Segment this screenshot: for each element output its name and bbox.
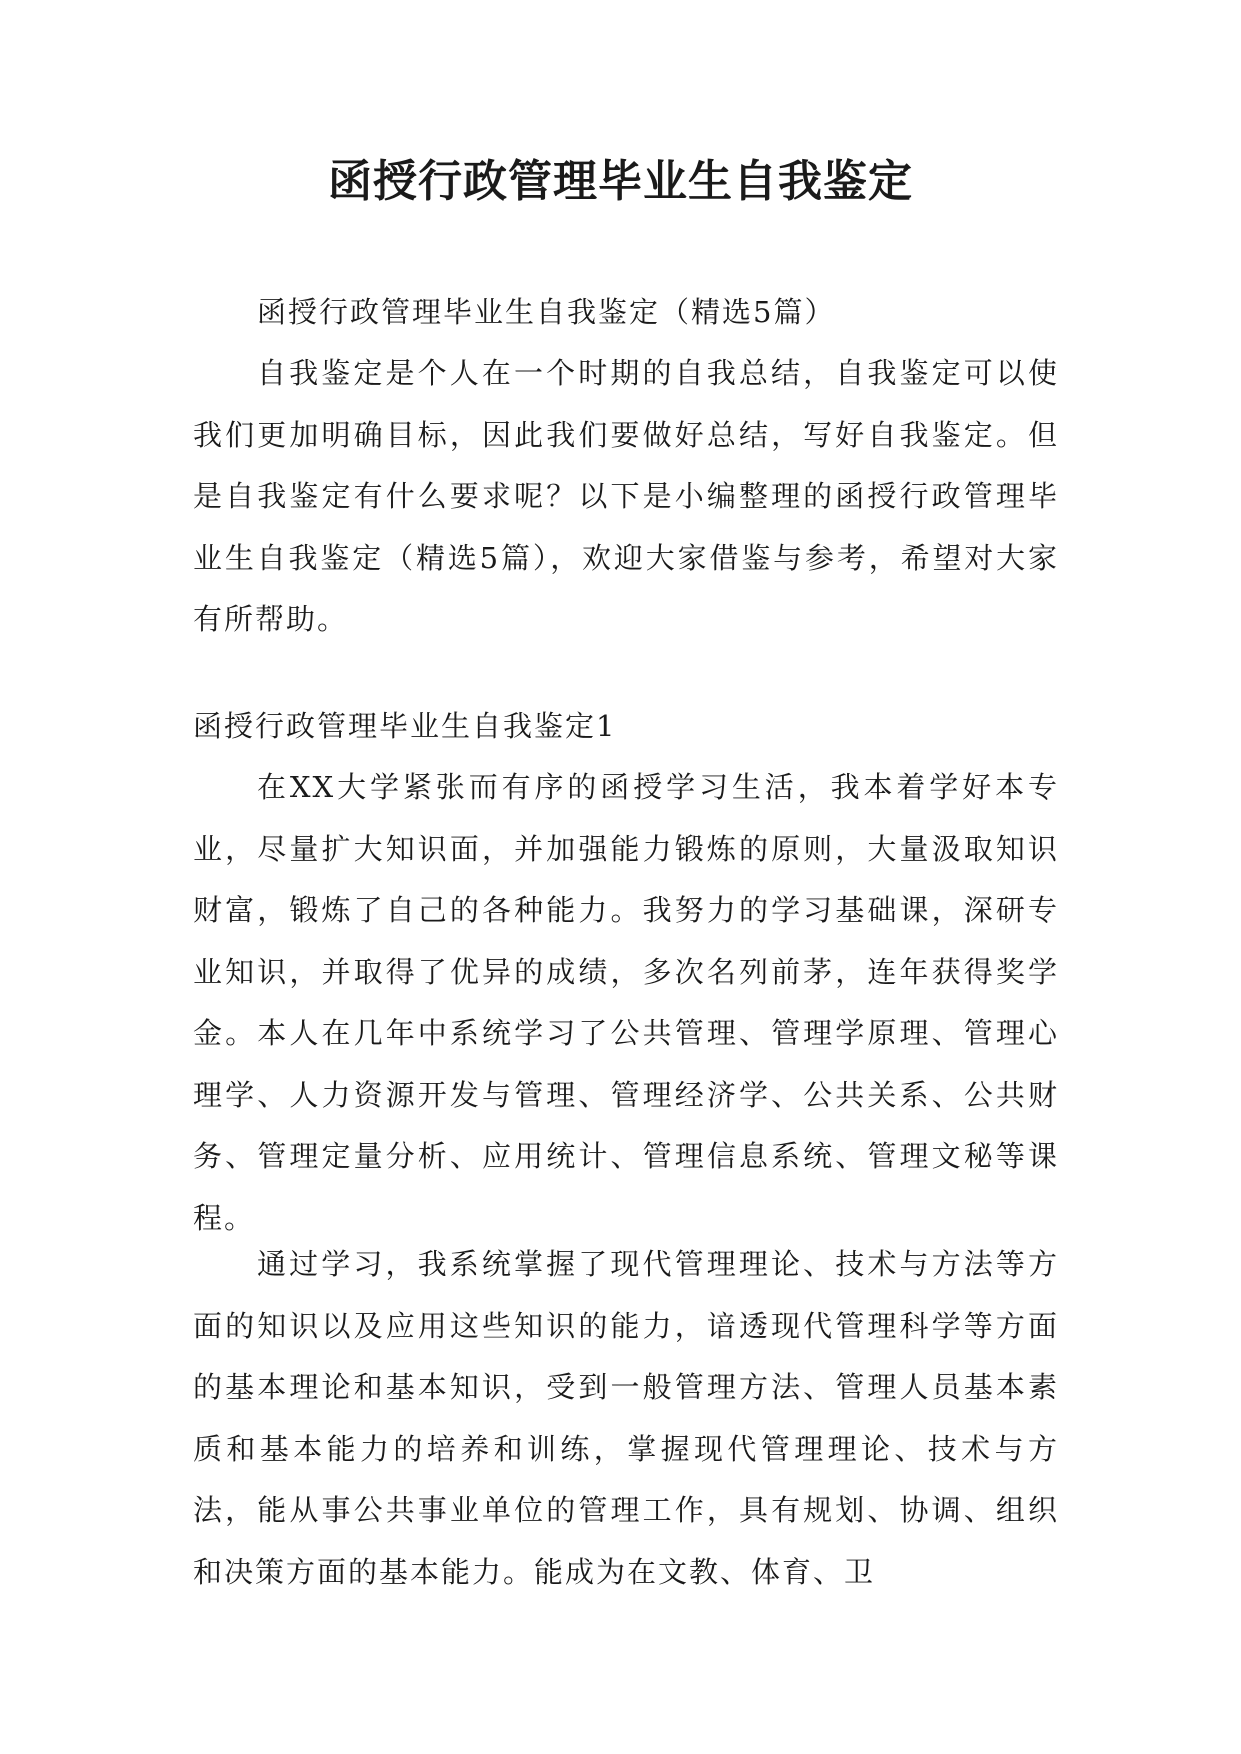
- document-subtitle: 函授行政管理毕业生自我鉴定（精选5篇）: [257, 295, 836, 329]
- body-paragraph-1: 在XX大学紧张而有序的函授学习生活，我本着学好本专业，尽量扩大知识面，并加强能力锻炼的原则，大量汲取知识财富，锻炼了自己的各种能力。我努力的学习基础课，深研专业知识，并取得了优异的成绩，多次名列前茅，连年获得奖学金。本人在几年中系统学习了公共管理、管理学原理、管理心理学、人力资源开发与管理、管理经济学、公共关系、公共财务、管理定量分析、应用统计、管理信息系统、管理文秘等课程。: [193, 770, 1059, 1235]
- intro-paragraph: 自我鉴定是个人在一个时期的自我总结，自我鉴定可以使我们更加明确目标，因此我们要做好总结，写好自我鉴定。但是自我鉴定有什么要求呢？以下是小编整理的函授行政管理毕业生自我鉴定（精选5篇），欢迎大家借鉴与参考，希望对大家有所帮助。: [193, 356, 1059, 636]
- document-title: 函授行政管理毕业生自我鉴定: [328, 156, 913, 207]
- body-paragraph-2: 通过学习，我系统掌握了现代管理理论、技术与方法等方面的知识以及应用这些知识的能力，谙透现代管理科学等方面的基本理论和基本知识，受到一般管理方法、管理人员基本素质和基本能力的培养和训练，掌握现代管理理论、技术与方法，能从事公共事业单位的管理工作，具有规划、协调、组织和决策方面的基本能力。能成为在文教、体育、卫: [193, 1247, 1059, 1589]
- section-heading: 函授行政管理毕业生自我鉴定1: [193, 709, 617, 743]
